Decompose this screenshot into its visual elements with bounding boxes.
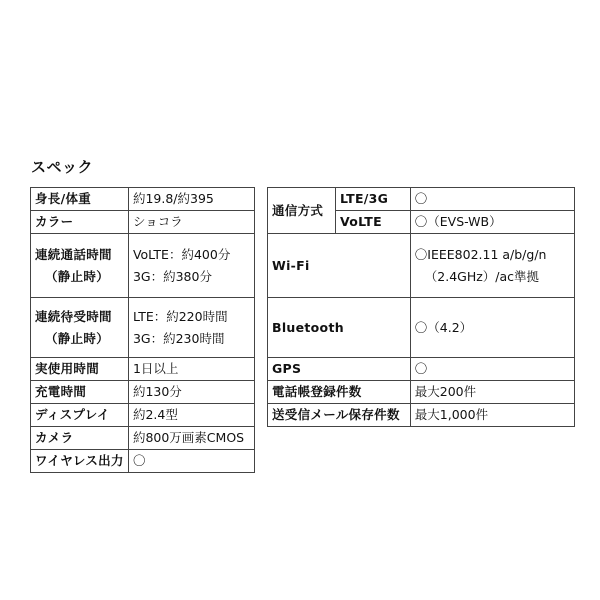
table-row: [31, 234, 255, 298]
table-row: [31, 358, 255, 381]
row-value-mail: 最大1,000件: [410, 404, 574, 427]
table-row: [31, 404, 255, 427]
page-title: スペック: [31, 158, 94, 176]
spec-table-right: [267, 187, 575, 427]
table-row: [268, 381, 575, 404]
row-label-mail: 送受信メール保存件数: [268, 404, 411, 427]
row-value-talk-time-volte: VoLTE：約400分: [132, 246, 231, 262]
table-row: [31, 427, 255, 450]
row-value-talk-time-3g: 3G：約380分: [132, 268, 212, 284]
row-value-wifi-standard: 〇IEEE802.11 a/b/g/n: [414, 246, 547, 262]
table-row: [268, 358, 575, 381]
table-row: [31, 450, 255, 473]
row-value-wireless-output: 〇: [128, 450, 254, 473]
table-row: [31, 298, 255, 358]
table-row: [31, 211, 255, 234]
table-row: [31, 381, 255, 404]
row-label-standby-time-note: （静止時）: [45, 330, 110, 346]
row-label-talk-time: 連続通話時間: [35, 246, 112, 262]
row-value-lte-3g: 〇: [410, 188, 574, 211]
row-label-size-weight: 身長/体重: [31, 188, 129, 211]
row-label-gps: GPS: [268, 358, 411, 381]
table-row: [268, 234, 575, 298]
row-label-standby-time: 連続待受時間: [35, 308, 112, 324]
row-sublabel-lte-3g: LTE/3G: [335, 188, 410, 211]
row-value-camera: 約800万画素CMOS: [128, 427, 254, 450]
row-value-actual-use: 1日以上: [128, 358, 254, 381]
row-label-display: ディスプレイ: [31, 404, 129, 427]
row-value-standby-time-lte: LTE：約220時間: [132, 308, 228, 324]
spec-table-left: [30, 187, 255, 473]
table-row: [268, 188, 575, 211]
table-row: [268, 298, 575, 358]
row-label-charge-time: 充電時間: [31, 381, 129, 404]
row-value-charge-time: 約130分: [128, 381, 254, 404]
row-label-talk-time-note: （静止時）: [45, 268, 110, 284]
row-label-phonebook: 電話帳登録件数: [268, 381, 411, 404]
row-value-phonebook: 最大200件: [410, 381, 574, 404]
row-label-comm: 通信方式: [268, 188, 336, 234]
row-label-camera: カメラ: [31, 427, 129, 450]
row-value-bluetooth: 〇（4.2）: [410, 298, 574, 358]
row-value-display: 約2.4型: [128, 404, 254, 427]
row-value-standby-time-3g: 3G：約230時間: [132, 330, 225, 346]
table-row: [268, 404, 575, 427]
row-value-color: ショコラ: [128, 211, 254, 234]
row-value-gps: 〇: [410, 358, 574, 381]
row-value-size-weight: 約19.8/約395: [128, 188, 254, 211]
table-row: [31, 188, 255, 211]
row-sublabel-volte: VoLTE: [335, 211, 410, 234]
row-label-actual-use: 実使用時間: [31, 358, 129, 381]
row-value-wifi-band: （2.4GHz）/ac準拠: [424, 268, 540, 284]
row-value-volte: 〇（EVS-WB）: [410, 211, 574, 234]
row-label-bluetooth: Bluetooth: [268, 298, 411, 358]
row-label-color: カラー: [31, 211, 129, 234]
row-label-wireless-output: ワイヤレス出力: [31, 450, 129, 473]
row-label-wifi: Wi-Fi: [268, 234, 411, 298]
